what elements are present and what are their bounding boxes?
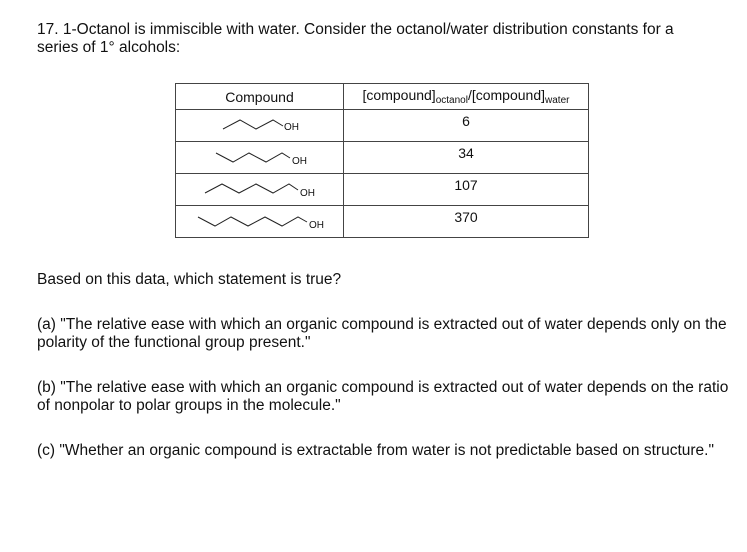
option-b: (b) "The relative ease with which an organic compound is extracted out of water depends on the ratio of nonpolar to polar groups in the molecule." [37,379,729,414]
question-text [37,21,727,57]
header-ratio [344,84,589,110]
question-line-1: 1-Octanol is immiscible with water. Consider the octanol/water distribution constants for a [62,21,674,38]
option-a: (a) "The relative ease with which an organic compound is extracted out of water depends only on the polarity of the functional group present." [37,316,727,351]
compound-cell [176,142,344,174]
value-cell: 370 [344,206,589,238]
prompt-text: Based on this data, which statement is true? [37,271,342,288]
compound-cell [176,110,344,142]
table-row [176,206,589,238]
compound-cell [176,206,344,238]
butanol-structure [176,112,343,140]
decanol-structure [176,208,343,236]
value-cell: 34 [344,142,589,174]
table-row [176,174,589,206]
question-number: 17. [37,21,59,38]
oh-label: OH [292,155,307,167]
table-row [176,110,589,142]
distribution-table [175,83,589,238]
value-cell: 107 [344,174,589,206]
oh-label: OH [300,187,315,199]
question-line-2: series of 1° alcohols: [37,39,181,56]
table-row [176,142,589,174]
oh-label: OH [309,219,324,231]
oh-label: OH [284,121,299,133]
value-cell: 6 [344,110,589,142]
table-header-row [176,84,589,110]
header-ratio-sub-b: water [545,95,570,106]
header-ratio-sub-a: octanol [435,95,468,106]
option-c: (c) "Whether an organic compound is extractable from water is not predictable based on structure." [37,442,714,459]
header-ratio-b: /[compound] [467,87,546,103]
octanol-structure [176,176,343,204]
hexanol-structure [176,144,343,172]
header-ratio-a: [compound] [362,87,436,103]
header-compound: Compound [176,84,344,110]
compound-cell [176,174,344,206]
